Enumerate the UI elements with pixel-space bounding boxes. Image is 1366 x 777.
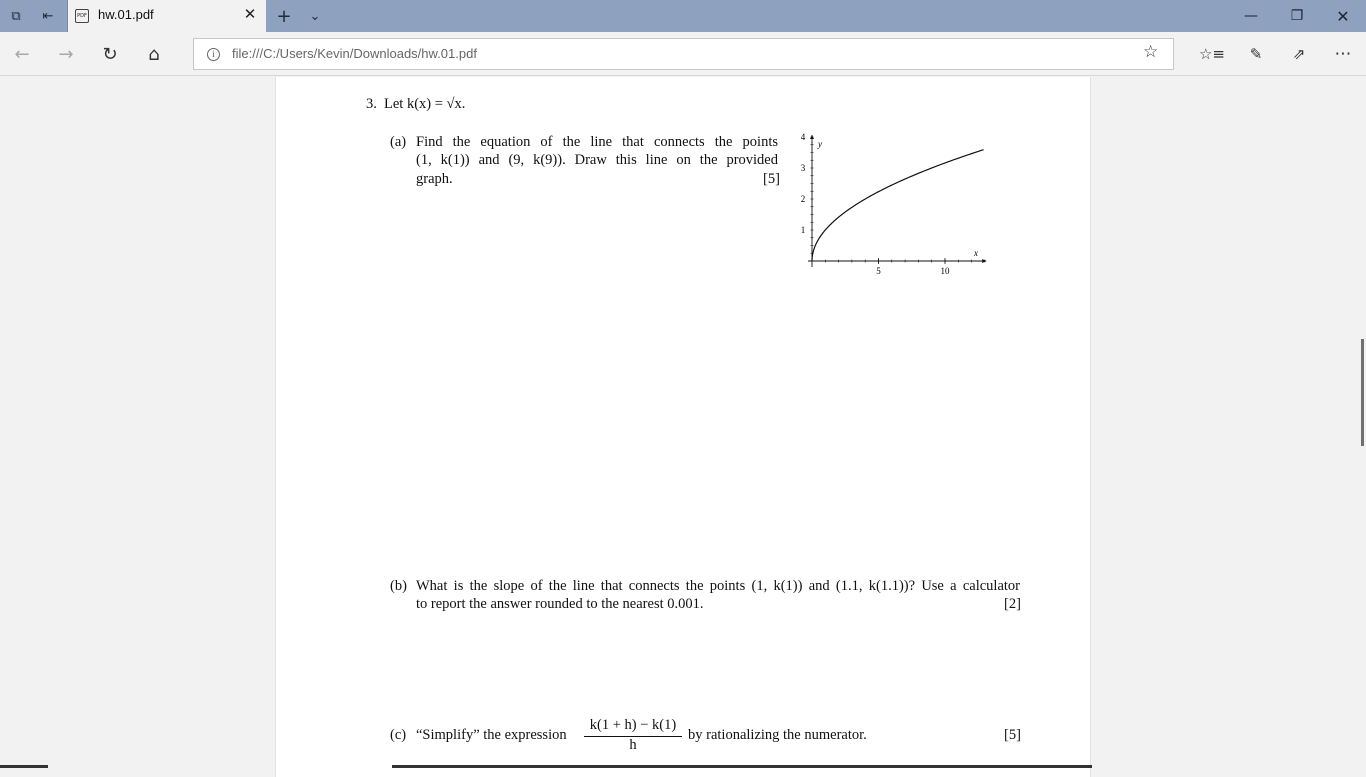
x-tick-label: 5: [876, 266, 881, 276]
sqrt-curve: [812, 150, 984, 261]
vertical-scrollbar[interactable]: [1361, 339, 1364, 446]
close-tab-icon[interactable]: ✕: [243, 5, 257, 23]
pdf-viewer[interactable]: [0, 77, 1366, 768]
part-a-line-3: graph.: [416, 171, 453, 187]
x-axis-label: x: [974, 248, 978, 258]
browser-toolbar: [0, 32, 1366, 76]
part-b-points: [2]: [1004, 596, 1021, 612]
pdf-file-icon: PDF: [75, 9, 89, 23]
back-button[interactable]: ←: [14, 43, 30, 65]
info-icon[interactable]: i: [207, 48, 220, 61]
problem-number: 3.: [366, 96, 377, 112]
favorites-hub-icon[interactable]: ☆≡: [1198, 45, 1225, 63]
part-c-text-after: by rationalizing the numerator.: [688, 727, 867, 743]
y-axis-label: y: [818, 139, 822, 149]
sqrt-graph: [796, 127, 996, 277]
tab-hw-pdf[interactable]: [67, 0, 266, 32]
tab-title: hw.01.pdf: [98, 7, 154, 22]
y-tick-label: 3: [800, 163, 806, 173]
part-b-line-2: to report the answer rounded to the nearest 0.001.: [416, 596, 704, 612]
problem-intro: Let k(x) = √x.: [384, 96, 466, 112]
part-c-label: (c): [390, 727, 407, 743]
y-tick-label: 1: [800, 225, 806, 235]
set-aside-tabs-icon[interactable]: ⇤: [42, 8, 54, 24]
graph-ticks: [801, 132, 985, 276]
fraction-denominator: h: [629, 737, 637, 753]
address-url[interactable]: file:///C:/Users/Kevin/Downloads/hw.01.pdf: [232, 46, 477, 61]
minimize-button[interactable]: —: [1244, 8, 1258, 24]
forward-button[interactable]: →: [58, 43, 74, 65]
title-bar: [0, 0, 1366, 32]
part-c-text-before: “Simplify” the expression: [416, 727, 567, 743]
part-c-points: [5]: [1004, 727, 1021, 743]
pdf-page: [275, 77, 1091, 777]
fraction-numerator: k(1 + h) − k(1): [589, 717, 677, 733]
refresh-button[interactable]: ↻: [102, 43, 118, 65]
tab-manager-icon[interactable]: ⧉: [11, 8, 21, 24]
part-b-label: (b): [390, 578, 407, 594]
home-button[interactable]: ⌂: [148, 43, 160, 65]
part-a-line-2: (1, k(1)) and (9, k(9)). Draw this line on the provided: [416, 152, 778, 168]
part-a-label: (a): [390, 134, 407, 150]
part-b-line-1: What is the slope of the line that connects the points (1, k(1)) and (1.1, k(1.1))? Use a calculator: [416, 578, 1020, 594]
new-tab-button[interactable]: +: [276, 5, 292, 27]
share-icon[interactable]: ⇗: [1292, 45, 1306, 63]
more-menu-icon[interactable]: ⋯: [1334, 44, 1352, 64]
y-tick-label: 4: [800, 132, 806, 142]
address-bar[interactable]: [193, 38, 1174, 70]
graph-axes: [808, 135, 986, 267]
y-tick-label: 2: [800, 194, 806, 204]
x-axis-arrow: [982, 259, 986, 263]
restore-button[interactable]: ❐: [1290, 8, 1304, 24]
favorite-star-icon[interactable]: ☆: [1143, 42, 1159, 62]
part-a-line-1: Find the equation of the line that connects the points: [416, 134, 778, 150]
close-window-button[interactable]: ✕: [1336, 6, 1350, 26]
tab-list-chevron-icon[interactable]: ⌄: [309, 8, 321, 24]
part-a-points: [5]: [763, 171, 780, 187]
add-notes-pen-icon[interactable]: ✎: [1249, 45, 1263, 63]
x-tick-label: 10: [940, 266, 950, 276]
